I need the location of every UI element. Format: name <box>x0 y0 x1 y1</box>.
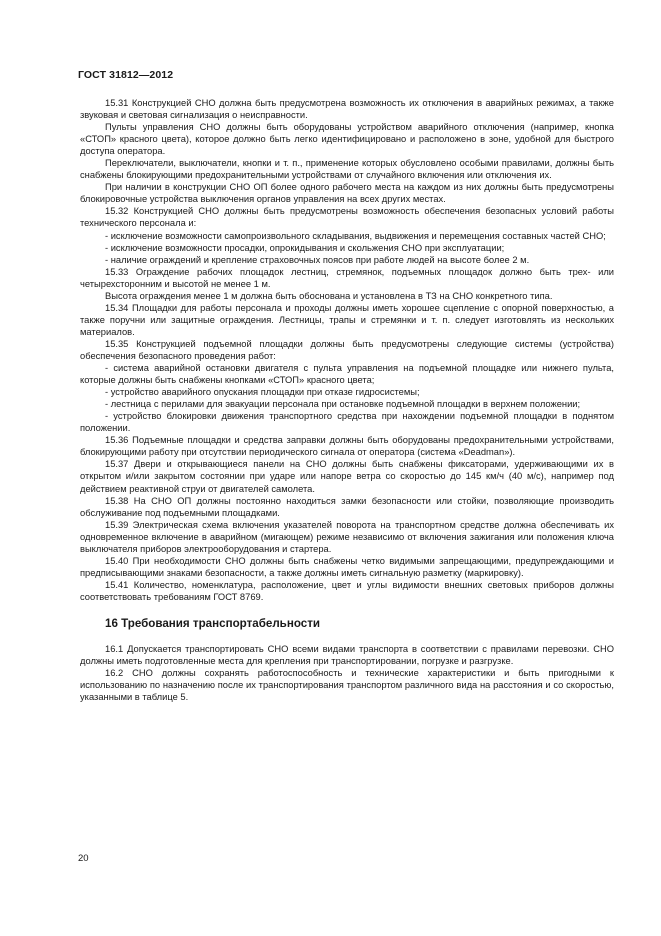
section-spacer <box>80 603 614 617</box>
paragraph: 15.32 Конструкцией СНО должны быть предусмотрены возможность обеспечения безопасных условий работы технического персонала и: <box>80 206 614 229</box>
paragraph: 15.35 Конструкцией подъемной площадки должны быть предусмотрены следующие системы (устройства) обеспечения безопасного проведения работ: <box>80 338 614 361</box>
list-item: - система аварийной остановки двигателя с пульта управления на подъемной площадке или нижнего пульта, которые должны быть снабжены кнопками «СТОП» красного цвета; <box>80 363 614 386</box>
paragraph: 15.37 Двери и открывающиеся панели на СНО должны быть снабжены фиксаторами, удерживающими их в открытом и/или закрытом состоянии при ударе или напоре ветра со скоростью до 145 км/ч (40 м/с), например под действием реактивной струи от двигателей самолета. <box>80 459 614 494</box>
section-title: 16 Требования транспортабельности <box>105 616 320 630</box>
section-spacer <box>80 631 614 643</box>
page-number: 20 <box>78 853 89 864</box>
paragraph: 15.38 На СНО ОП должны постоянно находиться замки безопасности или стойки, позволяющие производить обслуживание под подъемными площадками. <box>80 495 614 518</box>
paragraph: 15.40 При необходимости СНО должны быть снабжены четко видимыми запрещающими, предупреждающими и предписывающими знаками безопасности, а также должны иметь сигнальную разметку (маркировку). <box>80 555 614 578</box>
paragraph: 15.34 Площадки для работы персонала и проходы должны иметь хорошее сцепление с опорной поверхностью, а также поручни или защитные ограждения. Лестницы, трапы и стремянки и т. п. следует изготовлять из нескольких материалов. <box>80 302 614 337</box>
document-header: ГОСТ 31812—2012 <box>78 69 174 81</box>
list-item: - лестница с перилами для эвакуации персонала при остановке подъемной площадки в верхнем положении; <box>105 399 581 410</box>
paragraph: Высота ограждения менее 1 м должна быть обоснована и установлена в ТЗ на СНО конкретного типа. <box>105 290 553 301</box>
list-item: - устройство блокировки движения транспортного средства при нахождении подъемной площадки в поднятом положении. <box>80 411 614 434</box>
list-item: - наличие ограждений и крепление страховочных поясов при работе людей на высоте более 2 м. <box>105 254 530 265</box>
paragraph: 16.1 Допускается транспортировать СНО всеми видами транспорта в соответствии с правилами перевозки. СНО должны иметь подготовленные места для крепления при транспортировании, погрузке и разгрузке. <box>80 643 614 667</box>
paragraph: 16.2 СНО должны сохранять работоспособность и технические характеристики и быть пригодными к использованию по назначению после их транспортирования транспортом различного вида на расстояния и со скоростью, указанными в таблице 5. <box>80 668 614 703</box>
paragraph: 15.41 Количество, номенклатура, расположение, цвет и углы видимости внешних световых приборов должны соответствовать требованиям ГОСТ 8769. <box>80 579 614 602</box>
list-item: - исключение возможности просадки, опрокидывания и скольжения СНО при эксплуатации; <box>105 242 505 253</box>
list-item: - устройство аварийного опускания площадки при отказе гидросистемы; <box>105 387 420 398</box>
list-item: - исключение возможности самопроизвольного складывания, выдвижения и перемещения составных частей СНО; <box>105 230 606 241</box>
paragraph: При наличии в конструкции СНО ОП более одного рабочего места на каждом из них должны быть предусмотрены блокировочные устройства выключения органов управления на всех других местах. <box>80 182 614 205</box>
paragraph: 15.39 Электрическая схема включения указателей поворота на транспортном средстве должна обеспечивать их одновременное включение в аварийном (мигающем) режиме независимо от включения зажигания или положения ключа выключателя приборов электрооборудования и стартера. <box>80 519 614 554</box>
paragraph: 15.36 Подъемные площадки и средства заправки должны быть оборудованы предохранительными устройствами, блокирующими работу при отсутствии периодического сигнала от оператора (система «Deadman»). <box>80 435 614 458</box>
document-body <box>80 97 614 703</box>
paragraph: Переключатели, выключатели, кнопки и т. п., применение которых обусловлено особыми правилами, должны быть снабжены блокирующими предохранительными устройствами от случайного включения или отключения их. <box>80 158 614 181</box>
paragraph: 15.31 Конструкцией СНО должна быть предусмотрена возможность их отключения в аварийных режимах, а также звуковая и световая сигнализация о неисправности. <box>80 98 614 121</box>
paragraph: 15.33 Ограждение рабочих площадок лестниц, стремянок, подъемных площадок должно быть трех- или четырехсторонним и высотой не менее 1 м. <box>80 266 614 289</box>
paragraph: Пульты управления СНО должны быть оборудованы устройством аварийного отключения (например, кнопка «СТОП» красного цвета), которое должно быть легко идентифицировано и расположено в зоне, удобной для быстрого доступа оператора. <box>80 122 614 157</box>
